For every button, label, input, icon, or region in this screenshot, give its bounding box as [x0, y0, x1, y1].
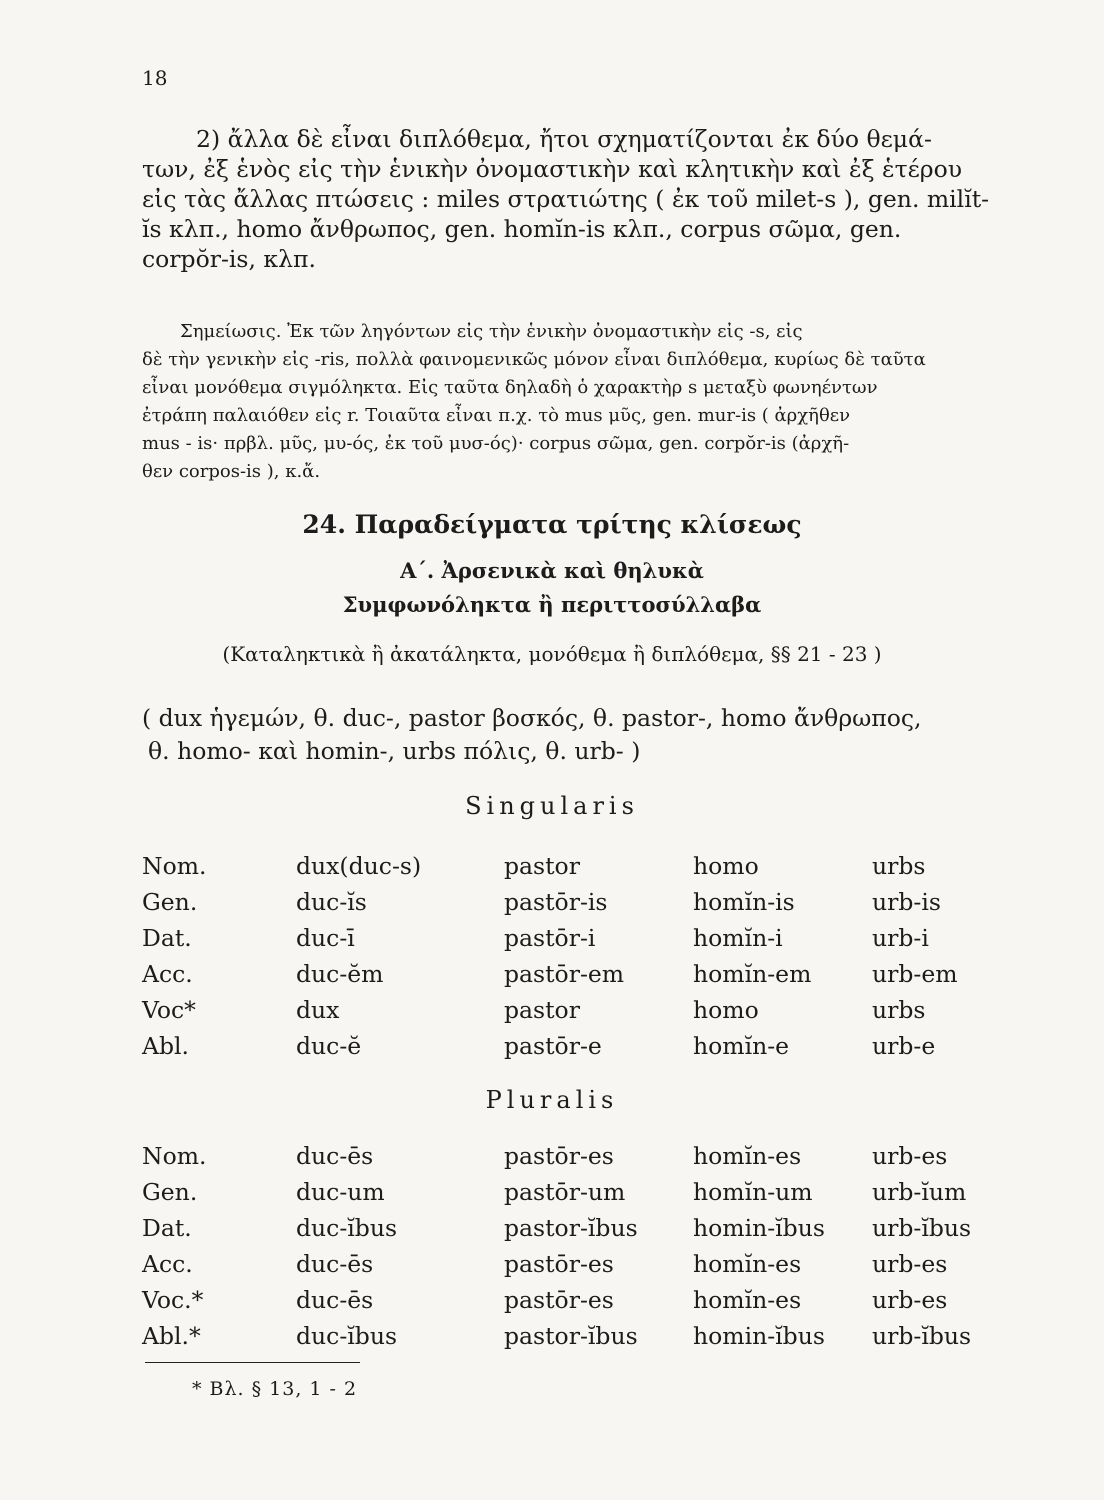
case-label: Acc.: [142, 960, 193, 988]
paragraph-line: εἰς τὰς ἄλλας πτώσεις : miles στρατιώτης ( ἐκ τοῦ milet-s ), gen. milĭt-: [142, 185, 990, 213]
pluralis-heading: Pluralis: [485, 1086, 619, 1114]
case-label: Nom.: [142, 1142, 207, 1170]
homo-form: homin-ĭbus: [693, 1214, 825, 1242]
paragraph-line: corpŏr-is, κλπ.: [142, 245, 316, 273]
page-number: 18: [142, 66, 168, 90]
homo-form: homĭn-es: [693, 1286, 802, 1314]
urbs-form: urb-em: [872, 960, 958, 988]
paragraph-line: 2) ἄλλα δὲ εἶναι διπλόθεμα, ἤτοι σχηματίζονται ἐκ δύο θεμά-: [196, 125, 932, 153]
dux-form: duc-ēs: [296, 1250, 374, 1278]
urbs-form: urb-es: [872, 1142, 948, 1170]
note-line: θεν corpos-is ), κ.ἄ.: [142, 461, 321, 482]
dux-form: duc-ĭbus: [296, 1322, 398, 1350]
urbs-form: urbs: [872, 996, 926, 1024]
homo-form: homĭn-i: [693, 924, 783, 952]
examples-paragraph: [142, 702, 1012, 768]
footnote-divider: [145, 1362, 360, 1363]
case-label: Abl.*: [142, 1322, 201, 1350]
pastor-form: pastor: [504, 852, 580, 880]
dux-form: duc-ĕ: [296, 1032, 362, 1060]
examples-line: ( dux ἡγεμών, θ. duc-, pastor βοσκός, θ. pastor-, homo ἄνθρωπος,: [142, 704, 922, 732]
pastor-form: pastor: [504, 996, 580, 1024]
homo-form: homĭn-em: [693, 960, 812, 988]
pastor-form: pastōr-e: [504, 1032, 602, 1060]
pastor-form: pastor-ĭbus: [504, 1214, 638, 1242]
case-label: Dat.: [142, 1214, 192, 1242]
paragraph-line: ĭs κλπ., homo ἄνθρωπος, gen. homĭn-is κλπ., corpus σῶμα, gen.: [142, 215, 902, 243]
note-line: εἶναι μονόθεμα σιγμόληκτα. Εἰς ταῦτα δηλαδὴ ὁ χαρακτὴρ s μεταξὺ φωνηέντων: [142, 377, 878, 398]
case-label: Voc*: [142, 996, 196, 1024]
dux-form: duc-ĭs: [296, 888, 367, 916]
case-label: Nom.: [142, 852, 207, 880]
urbs-form: urbs: [872, 852, 926, 880]
examples-line: θ. homo- καὶ homin-, urbs πόλις, θ. urb- ): [148, 737, 641, 765]
urbs-form: urb-is: [872, 888, 941, 916]
pastor-form: pastōr-es: [504, 1142, 614, 1170]
dux-form: duc-ī: [296, 924, 355, 952]
homo-form: homĭn-es: [693, 1250, 802, 1278]
subtitle-type: Συμφωνόληκτα ἢ περιττοσύλλαβα: [342, 592, 762, 617]
note-line: δὲ τὴν γενικὴν εἰς -ris, πολλὰ φαινομενικῶς μόνον εἶναι διπλόθεμα, κυρίως δὲ ταῦτα: [142, 349, 926, 370]
pastor-form: pastor-ĭbus: [504, 1322, 638, 1350]
case-label: Abl.: [142, 1032, 189, 1060]
dux-form: duc-ĭbus: [296, 1214, 398, 1242]
pastor-form: pastōr-um: [504, 1178, 626, 1206]
footnote: * Βλ. § 13, 1 - 2: [192, 1378, 358, 1400]
subtitle-gender: Α΄. Ἀρσενικὰ καὶ θηλυκὰ: [400, 558, 704, 583]
dux-form: dux: [296, 996, 340, 1024]
urbs-form: urb-es: [872, 1250, 948, 1278]
section-title: 24. Παραδείγματα τρίτης κλίσεως: [302, 510, 802, 539]
note-line: Σημείωσις. Ἐκ τῶν ληγόντων εἰς τὴν ἑνικὴν ὀνομαστικὴν εἰς -s, εἰς: [180, 321, 803, 342]
dux-form: duc-ĕm: [296, 960, 384, 988]
pastor-form: pastōr-es: [504, 1250, 614, 1278]
pastor-form: pastōr-em: [504, 960, 625, 988]
pastor-form: pastōr-is: [504, 888, 608, 916]
homo-form: homĭn-es: [693, 1142, 802, 1170]
case-label: Gen.: [142, 888, 198, 916]
case-label: Dat.: [142, 924, 192, 952]
main-paragraph: [142, 124, 1004, 274]
pastor-form: pastōr-es: [504, 1286, 614, 1314]
case-label: Voc.*: [142, 1286, 204, 1314]
homo-form: homĭn-e: [693, 1032, 790, 1060]
homo-form: homin-ĭbus: [693, 1322, 825, 1350]
homo-form: homĭn-is: [693, 888, 795, 916]
urbs-form: urb-ĭbus: [872, 1214, 972, 1242]
urbs-form: urb-i: [872, 924, 929, 952]
case-label: Gen.: [142, 1178, 198, 1206]
dux-form: duc-ēs: [296, 1286, 374, 1314]
singularis-heading: Singularis: [465, 792, 639, 820]
case-label: Acc.: [142, 1250, 193, 1278]
note-line: ἐτράπη παλαιόθεν εἰς r. Τοιαῦτα εἶναι π.χ. τὸ mus μῦς, gen. mur-is ( ἀρχῆθεν: [142, 405, 851, 426]
urbs-form: urb-e: [872, 1032, 936, 1060]
urbs-form: urb-es: [872, 1286, 948, 1314]
note-paragraph: [142, 318, 1004, 486]
homo-form: homo: [693, 996, 759, 1024]
dux-form: duc-um: [296, 1178, 385, 1206]
homo-form: homĭn-um: [693, 1178, 813, 1206]
note-line: mus - is· πρβλ. μῦς, μυ-ός, ἐκ τοῦ μυσ-ός)· corpus σῶμα, gen. corpŏr-is (ἀρχῆ-: [142, 433, 850, 454]
pastor-form: pastōr-i: [504, 924, 596, 952]
urbs-form: urb-ĭum: [872, 1178, 967, 1206]
subtitle-parenthetical: (Καταληκτικὰ ἢ ἀκατάληκτα, μονόθεμα ἢ διπλόθεμα, §§ 21 - 23 ): [222, 642, 882, 666]
homo-form: homo: [693, 852, 759, 880]
urbs-form: urb-ĭbus: [872, 1322, 972, 1350]
paragraph-line: των, ἐξ ἑνὸς εἰς τὴν ἑνικὴν ὀνομαστικὴν καὶ κλητικὴν καὶ ἐξ ἑτέρου: [142, 155, 963, 183]
dux-form: dux(duc-s): [296, 852, 422, 880]
dux-form: duc-ēs: [296, 1142, 374, 1170]
